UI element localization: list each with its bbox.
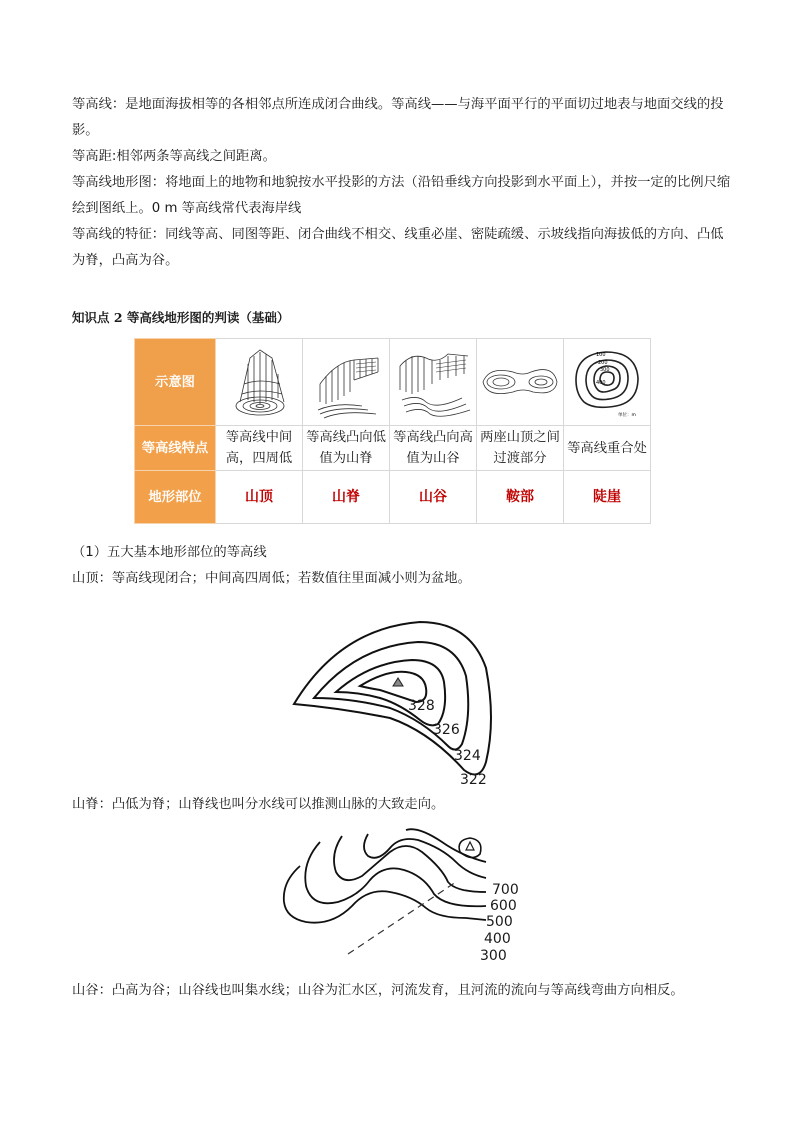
topographic-map-definition: 等高线地形图：将地面上的地物和地貌按水平投影的方法（沿铅垂线方向投影到水平面上），并按一定的比例尺缩绘到图纸上。0 m 等高线常代表海岸线 (72, 175, 731, 216)
cliff-unit-label: 单位：m (618, 413, 636, 418)
ridge-diagram-cell (303, 339, 390, 426)
peak-triangle-icon (393, 678, 403, 686)
position-valley: 山谷 (390, 471, 477, 524)
contour-label-328: 328 (408, 698, 435, 714)
contour-label-324: 324 (454, 748, 481, 764)
contour-label-500: 500 (486, 914, 513, 930)
contour-label-322: 322 (460, 772, 487, 788)
contour-label-400: 400 (484, 931, 511, 947)
contour-interval-definition: 等高距:相邻两条等高线之间距离。 (72, 149, 276, 164)
cliff-diagram (566, 344, 648, 420)
contour-label-600: 600 (490, 898, 517, 914)
contour-characteristics: 等高线的特征：同线等高、同图等距、闭合曲线不相交、线重必崖、密陡疏缓、示坡线指向海拔低的方向、凸低为脊，凸高为谷。 (72, 227, 724, 268)
row-header-positions: 地形部位 (135, 471, 216, 524)
ridge-contour-figure (272, 822, 532, 972)
contour-label-326: 326 (433, 722, 460, 738)
cliff-label-100: 100 (596, 352, 606, 358)
contour-definition: 等高线：是地面海拔相等的各相邻点所连成闭合曲线。等高线——与海平面平行的平面切过地表与地面交线的投影。 (72, 97, 724, 138)
valley-3d-diagram (392, 344, 474, 420)
table-row-diagram (135, 339, 651, 426)
ridge-line (348, 882, 456, 954)
cliff-label-200: 200 (598, 360, 608, 366)
terrain-table (134, 338, 651, 524)
valley-description: 山谷：凸高为谷；山谷线也叫集水线；山谷为汇水区，河流发育，且河流的流向与等高线弯曲方向相反。 (72, 983, 684, 998)
row-header-diagram: 示意图 (135, 339, 216, 426)
peak-description: 山顶：等高线现闭合；中间高四周低；若数值往里面减小则为盆地。 (72, 571, 471, 586)
table-row-positions (135, 471, 651, 524)
contour-label-300: 300 (480, 948, 507, 964)
cliff-label-400: 400 (596, 380, 606, 386)
row-header-features: 等高线特点 (135, 426, 216, 471)
feature-saddle: 两座山顶之间过渡部分 (477, 426, 564, 471)
peak-diagram-cell (216, 339, 303, 426)
position-peak: 山顶 (216, 471, 303, 524)
ridge-peak-triangle-icon (466, 842, 474, 850)
ridge-3d-diagram (306, 344, 386, 420)
saddle-diagram (479, 352, 561, 412)
peak-3d-diagram (220, 344, 298, 420)
feature-peak: 等高线中间高，四周低 (216, 426, 303, 471)
table-row-features (135, 426, 651, 471)
peak-contour-figure (280, 612, 520, 792)
saddle-diagram-cell (477, 339, 564, 426)
cliff-diagram-cell (564, 339, 651, 426)
contour-label-700: 700 (492, 882, 519, 898)
feature-cliff: 等高线重合处 (564, 426, 651, 471)
feature-ridge: 等高线凸向低值为山脊 (303, 426, 390, 471)
section-title: 知识点 2 等高线地形图的判读（基础） (72, 310, 290, 325)
subsection-title: （1）五大基本地形部位的等高线 (72, 545, 267, 560)
feature-valley: 等高线凸向高值为山谷 (390, 426, 477, 471)
valley-diagram-cell (390, 339, 477, 426)
ridge-description: 山脊：凸低为脊；山脊线也叫分水线可以推测山脉的大致走向。 (72, 797, 445, 812)
position-cliff: 陡崖 (564, 471, 651, 524)
position-ridge: 山脊 (303, 471, 390, 524)
position-saddle: 鞍部 (477, 471, 564, 524)
cliff-label-300: 300 (600, 367, 610, 373)
